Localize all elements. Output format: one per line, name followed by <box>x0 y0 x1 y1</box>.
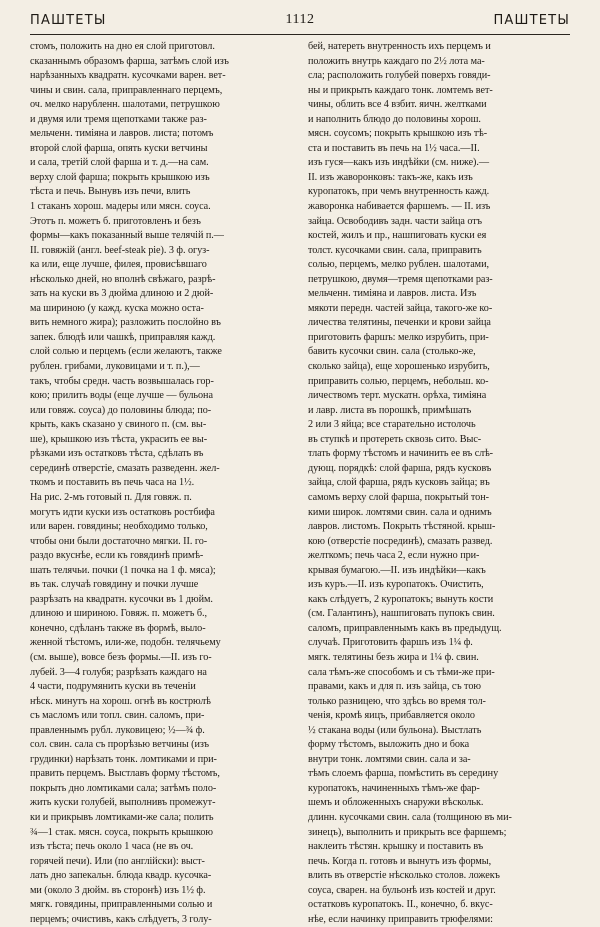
text-line: сала тѣмъ-же способомъ и съ тѣми-же при- <box>308 666 495 678</box>
text-line: мягк. телятины безъ жира и 1¼ ф. свин. <box>308 651 479 663</box>
text-line: зайца, слой фарша, рядъ кусковъ зайца; въ <box>308 477 490 489</box>
text-line: покрыть дно ломтиками сала; затѣмъ поло- <box>30 782 217 794</box>
text-line: крывая бумагою.—II. изъ индѣйки—какъ <box>308 564 486 576</box>
text-line: чтобы они были достаточно мягки. II. го- <box>30 535 208 547</box>
text-line: рублен. грибами, луковицами и т. п.),— <box>30 361 200 373</box>
text-line: ше), крышкою изъ тѣста, украсить ее вы- <box>30 433 208 445</box>
right-text-column <box>308 40 570 925</box>
text-line: правленнымъ рубл. луковицею; ½—¾ ф. <box>30 724 205 736</box>
text-line: изъ гуся—какъ изъ индѣйки (см. ниже).— <box>308 157 490 169</box>
text-line: конечно, сдѣланъ также въ формѣ, выло- <box>30 622 206 634</box>
text-line: сол. свин. сала съ прорѣзью ветчины (изъ <box>30 739 209 751</box>
text-line: Этотъ п. можетъ б. приготовленъ и безъ <box>30 215 201 227</box>
text-line: женной тѣстомъ, или-же, подобн. телячьему <box>30 637 221 649</box>
header-rule <box>30 34 570 35</box>
text-line: горячей печи). Или (по англійски): выст- <box>30 855 205 867</box>
text-line: вить немного жира); разложить послойно въ <box>30 317 221 329</box>
text-line: лубей. 3—4 голубя; разрѣзать каждаго на <box>30 666 207 678</box>
text-line: самомъ верху слой фарша, покрытый тон- <box>308 491 489 503</box>
text-line: только разницею, что здѣсь во время тол- <box>308 695 486 707</box>
text-line: ста и поставить въ печь на 1½ часа.—II. <box>308 142 480 154</box>
text-line: 2 или 3 яйца; все старательно истолочь <box>308 419 476 431</box>
text-line: оч. мелко нарубленн. шалотами, петрушкою <box>30 99 220 111</box>
text-line: такъ, чтобы средн. часть возвышалась гор- <box>30 375 214 387</box>
text-line: мягк. говядины, приправленными солью и <box>30 899 213 911</box>
text-line: бей, натереть внутренность ихъ перцемъ и <box>308 41 491 52</box>
text-line: влить въ отверстіе нѣсколько столов. ложекъ <box>308 870 500 882</box>
text-line: ны и прикрыть каждаго тонк. ломтемъ вет- <box>308 84 493 96</box>
text-line: толст. кусочками свин. сала, приправить <box>308 244 482 256</box>
text-line: куропатокъ, начиненныхъ тѣмъ-же фар- <box>308 782 480 794</box>
text-line: нарѣзанныхъ квадратн. кусочками варен. вет- <box>30 70 226 82</box>
text-line: личествомъ терт. мускатн. орѣха, тиміяна <box>308 390 487 402</box>
text-line: жаворонка набивается фаршемъ. — II. изъ <box>308 201 491 213</box>
left-text-column <box>30 40 292 925</box>
text-line: форму тѣстомъ, выложить дно и бока <box>308 739 470 751</box>
text-line: 1 стаканъ хорош. мадеры или мясн. соуса. <box>30 201 211 213</box>
text-line: На рис. 2-мъ готовый п. Для говяж. п. <box>30 491 192 503</box>
text-line: въ так. случаѣ говядину и почки лучше <box>30 579 199 591</box>
text-line: какъ слѣдуетъ, 2 куропатокъ; вынуть кости <box>308 593 494 605</box>
text-line: длинн. кусочками свин. сала (толщиною въ ми- <box>308 811 512 823</box>
text-line: длиною и шириною. Говяж. п. можетъ б., <box>30 608 207 620</box>
text-line: мельченн. тиміяна и лавров. листа. Изъ <box>308 288 477 300</box>
text-line: перцемъ; очистивъ, какъ слѣдуетъ, 3 голу- <box>30 913 212 925</box>
text-line: въ ступкѣ и протереть сквозь сито. Выс- <box>308 433 482 445</box>
text-line: мякоти передн. частей зайца, такого-же ко- <box>308 302 493 314</box>
text-line: тѣста и печь. Вынувъ изъ печи, влить <box>30 186 191 198</box>
text-line: дующ. порядкѣ: слой фарша, рядъ кусковъ <box>308 462 492 474</box>
text-line: шать телячьи. почки (1 почка на 1 ф. мяса); <box>30 564 216 576</box>
text-line: стомъ, положить на дно ея слой приготовл. <box>30 41 215 52</box>
text-line: второй слой фарша, опять куски ветчины <box>30 142 208 154</box>
text-line: слой солью и перцемъ (если желаютъ, также <box>30 346 222 358</box>
text-line: мясн. соусомъ; покрыть крышкою изъ тѣ- <box>308 128 488 140</box>
text-line: тѣмъ слоемъ фарша, помѣстить въ середину <box>308 768 499 780</box>
text-line: верху слой фарша; покрыть крышкою изъ <box>30 171 210 183</box>
text-line: и сала, третій слой фарша и т. д.—на сам. <box>30 157 209 169</box>
page-number: 1112 <box>285 12 315 27</box>
text-line: кими широк. ломтями свин. сала и однимъ <box>308 506 492 518</box>
text-line: изъ куръ.—II. изъ куропатокъ. Очистить, <box>308 579 484 591</box>
text-line: наклеить тѣстян. крышку и поставить въ <box>308 841 484 853</box>
text-line: случаѣ. Приготовить фаршъ изъ 1¼ ф. <box>308 637 473 649</box>
text-line: кою (отверстіе посрединѣ), смазать развед. <box>308 535 493 547</box>
text-line: ми (около 3 дюйм. въ сторонѣ) изъ 1½ ф. <box>30 884 206 896</box>
text-line: серединѣ отверстіе, смазать разведенн. жел- <box>30 462 220 474</box>
text-line: нѣск. минутъ на хорош. огнѣ въ кострюлѣ <box>30 695 211 707</box>
text-line: саломъ, приправленнымъ какъ въ предыдущ. <box>308 622 502 634</box>
left-running-title: ПАШТЕТЫ <box>30 12 107 28</box>
text-line: зать на куски въ 3 дюйма длиною и 2 дюй- <box>30 288 214 300</box>
text-line: нѣсколько дней, но вполнѣ свѣжаго, разрѣ- <box>30 273 216 285</box>
text-line: ченія, кромѣ яицъ, прибавляется около <box>308 710 475 722</box>
text-line: чины, облить все 4 взбит. яичн. желтками <box>308 99 487 111</box>
text-line: съ масломъ или топл. свин. саломъ, при- <box>30 710 205 722</box>
text-line: могутъ идти куски изъ остатковъ ростбифа <box>30 506 215 518</box>
text-line: желткомъ; печь часа 2, если нужно при- <box>308 550 480 562</box>
text-line: куропатокъ, при чемъ внутренность кажд. <box>308 186 490 198</box>
text-line: ткомъ и поставить въ печь часа на 1½. <box>30 477 195 489</box>
text-line: зинецъ), выполнить и прикрыть все фаршемъ; <box>308 826 507 838</box>
text-line: (см. выше), вовсе безъ формы.—II. изъ го- <box>30 651 212 663</box>
text-line: сказаннымъ образомъ фарша, затѣмъ слой изъ <box>30 55 229 67</box>
text-line: правами, какъ и для п. изъ зайца, съ тою <box>308 681 481 693</box>
text-line: тлать форму тѣстомъ и начинить ее въ слѣ- <box>308 448 494 460</box>
text-line: изъ тѣста; печь около 1 часа (не въ оч. <box>30 841 194 853</box>
text-line: лавров. листомъ. Покрыть тѣстяной. крыш- <box>308 521 496 533</box>
text-line: зайца. Освободивъ задн. части зайца отъ <box>308 215 482 227</box>
text-line: костей, жилъ и пр., нашпиговать куски ея <box>308 230 487 242</box>
text-line: рѣзками изъ остатковъ тѣста, сдѣлать въ <box>30 448 204 460</box>
text-line: или говяж. соуса) до половины блюда; по- <box>30 404 212 416</box>
text-line: ки и прикрывъ ломтиками-же сала; полить <box>30 811 214 823</box>
text-line: шемъ и обложенныхъ снаружи вѣскольк. <box>308 797 484 809</box>
text-line: ка или, еще лучше, филея, провисѣвшаго <box>30 259 207 271</box>
text-line: ¾—1 стак. мясн. соуса, покрыть крышкою <box>30 826 213 838</box>
text-line: печь. Когда п. готовъ и вынутъ изъ формы, <box>308 855 492 867</box>
text-line: раздо вкуснѣе, если къ говядинѣ примѣ- <box>30 550 204 562</box>
text-line: сла; расположить голубей поверхъ говяди- <box>308 70 491 82</box>
text-line: соуса, сварен. на бульонѣ изъ костей и друг. <box>308 884 496 896</box>
text-line: или варен. говядины; необходимо только, <box>30 521 208 533</box>
text-line: и лавр. листа въ порошкѣ, примѣшать <box>308 404 472 416</box>
text-line: сколько зайца), еще хорошенько изрубить, <box>308 361 490 373</box>
right-running-title: ПАШТЕТЫ <box>493 12 570 28</box>
text-line: внутри тонк. ломтями свин. сала и за- <box>308 753 471 765</box>
running-header <box>30 10 570 30</box>
text-line: крыть, какъ сказано у свиного п. (см. вы- <box>30 419 207 431</box>
text-line: солью, перцемъ, мелко рублен. шалотами, <box>308 259 489 271</box>
text-line: бавить кусочки свин. сала (столько-же, <box>308 346 476 358</box>
text-line: II. говяжій (англ. beef-steak pie). 3 ф. огуз- <box>30 244 210 256</box>
text-line: формы—какъ показанный выше телячій п.— <box>30 230 224 242</box>
text-line: жить куски голубей, выполнивъ промежут- <box>30 797 216 809</box>
text-line: остатковъ куропатокъ. II., конечно, б. вкус- <box>308 899 493 911</box>
text-line: запек. блюдѣ или чашкѣ, приправляя кажд. <box>30 331 216 343</box>
text-line: и двумя или тремя щепотками также раз- <box>30 113 207 125</box>
text-line: чины и свин. сала, приправленнаго перцемъ, <box>30 84 223 96</box>
text-line: II. изъ жаворонковъ: такъ-же, какъ изъ <box>308 171 473 183</box>
text-line: петрушкою, двумя—тремя щепотками раз- <box>308 273 493 285</box>
text-line: мельченн. тиміяна и лавров. листа; потомъ <box>30 128 214 140</box>
text-line: (см. Галантинъ), нашпиговать пупокъ свин. <box>308 608 495 620</box>
text-line: грудинки) нарѣзать тонк. ломтиками и при- <box>30 753 217 765</box>
text-line: разрѣзать на квадратн. кусочки въ 1 дюйм. <box>30 593 213 605</box>
text-line: приготовить фаршъ: мелко изрубить, при- <box>308 331 489 343</box>
text-line: и наполнить блюдо до половины хорош. <box>308 113 481 125</box>
text-line: править перцемъ. Выстлавъ форму тѣстомъ, <box>30 768 220 780</box>
text-line: ½ стакана воды (или бульона). Выстлать <box>308 724 482 736</box>
text-line: положить внутрь каждаго по 2½ лота ма- <box>308 55 485 67</box>
text-line: лать дно запекальн. блюда квадр. кусочка- <box>30 870 212 882</box>
text-line: 4 части, подрумянить куски въ теченіи <box>30 681 196 693</box>
text-line: ма шириною (у кажд. куска можно оста- <box>30 302 204 314</box>
text-line: личества телятины, печенки и крови зайца <box>308 317 491 329</box>
text-line: приправить солью, перцемъ, небольш. ко- <box>308 375 489 387</box>
text-line: кою; прилить воды (еще лучше — бульона <box>30 390 213 402</box>
text-line: нѣе, если начинку приправить трюфелями: <box>308 913 493 925</box>
